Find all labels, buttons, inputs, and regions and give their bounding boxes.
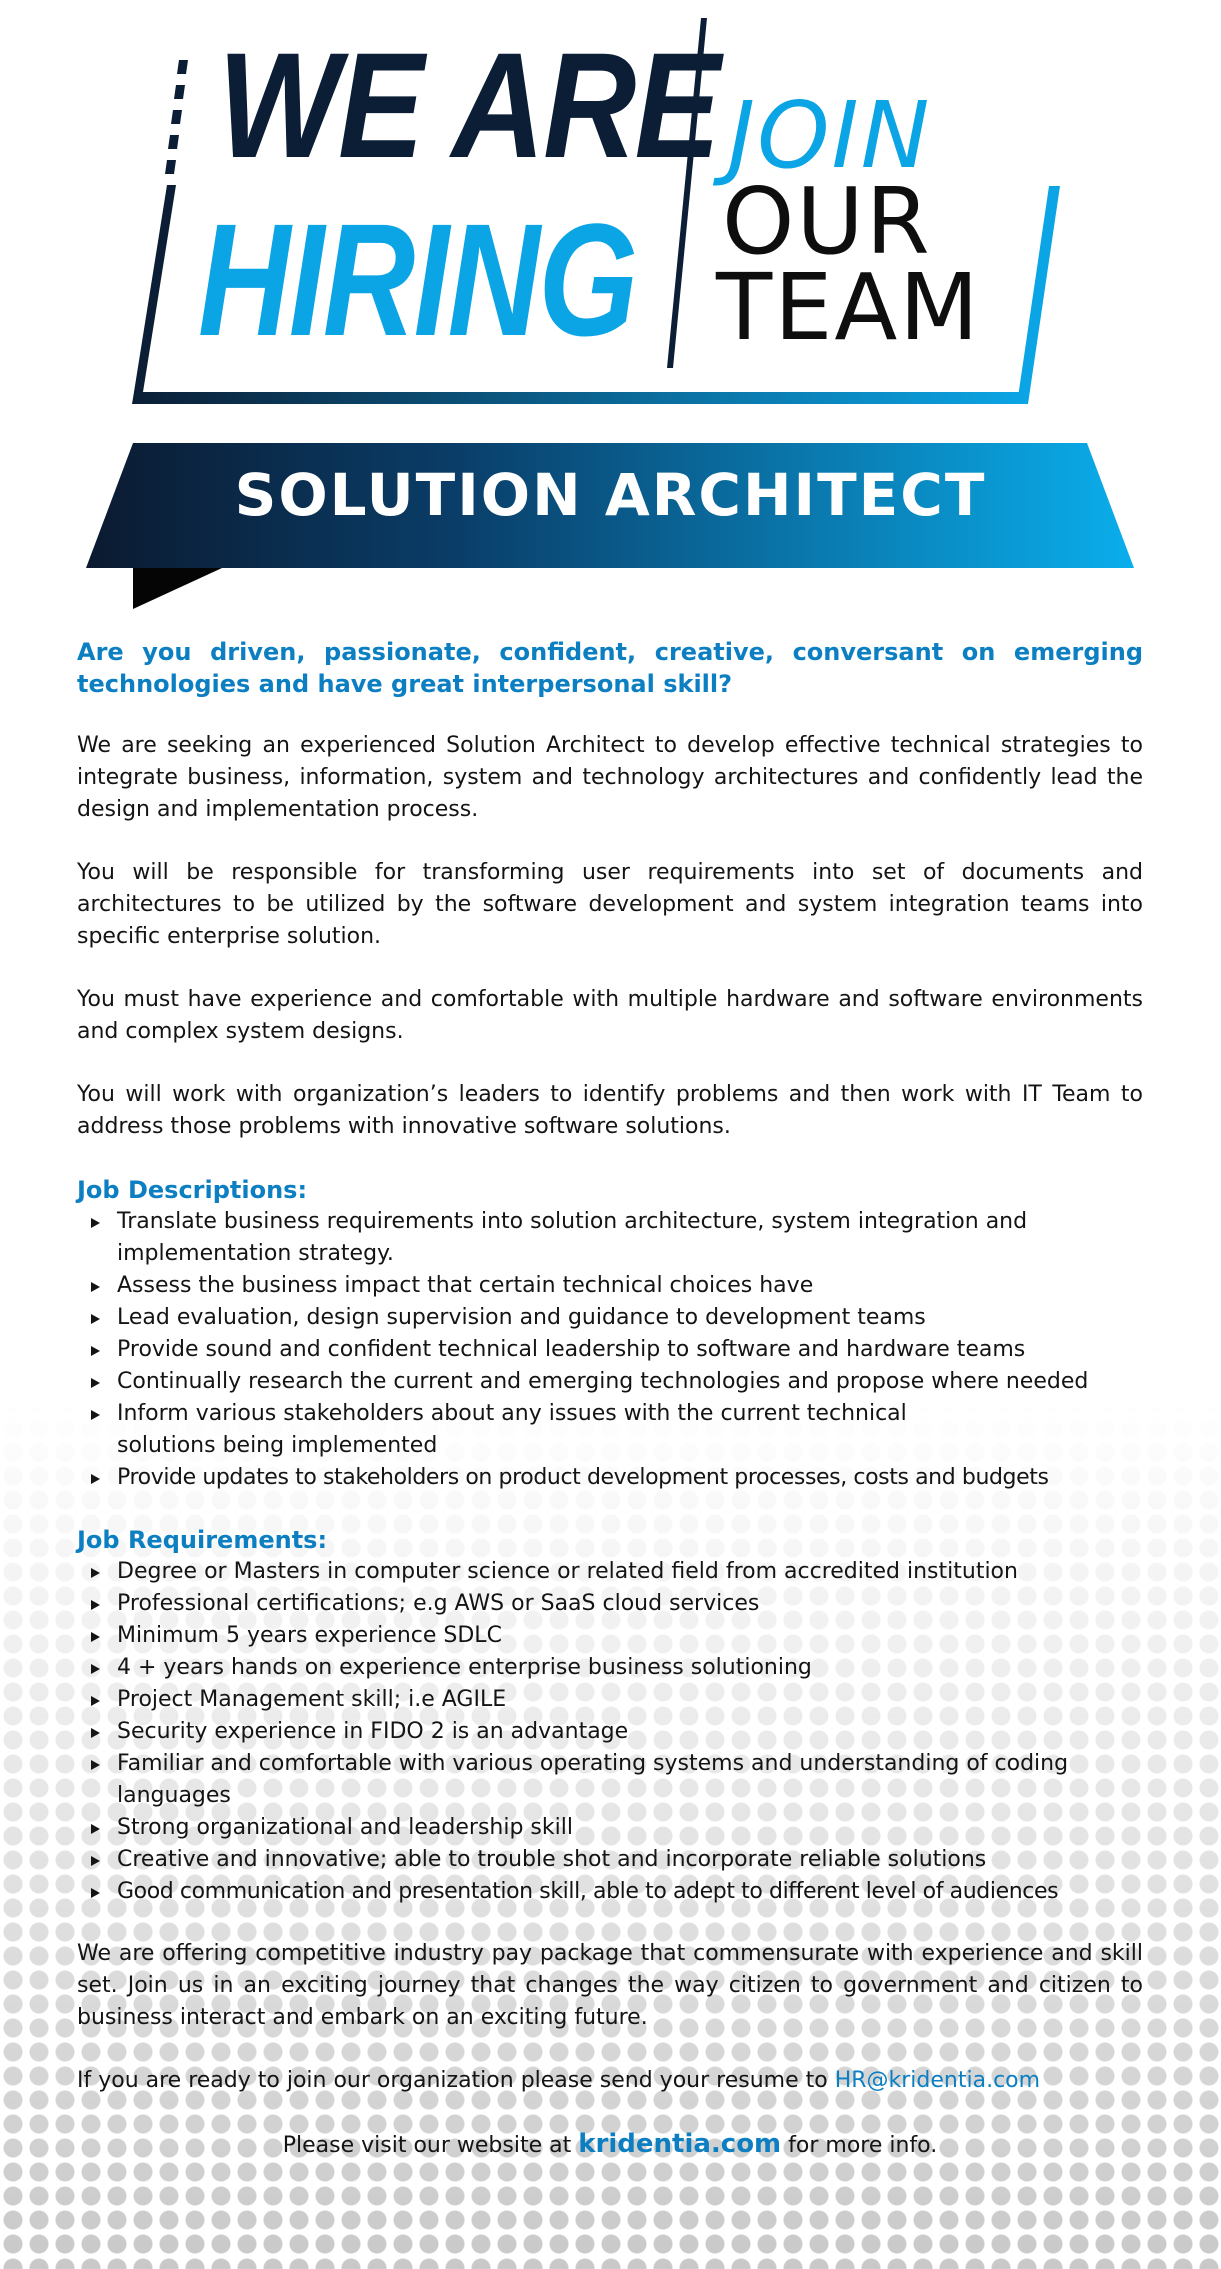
hr-email-link[interactable]: HR@kridentia.com xyxy=(834,2068,1041,2093)
list-item: Minimum 5 years experience SDLC xyxy=(77,1620,1143,1652)
website-link[interactable]: kridentia.com xyxy=(578,2129,782,2159)
website-line xyxy=(77,2128,1143,2162)
list-item: Professional certifications; e.g AWS or SaaS cloud services xyxy=(77,1588,1143,1620)
list-item: Project Management skill; i.e AGILE xyxy=(77,1684,1143,1716)
posting-body xyxy=(77,636,1143,2162)
list-item: Provide updates to stakeholders on product development processes, costs and budgets xyxy=(77,1462,1143,1494)
hiring-heading: HIRING xyxy=(198,190,637,369)
job-title-banner: SOLUTION ARCHITECT xyxy=(234,461,987,529)
intro-paragraph-3: You must have experience and comfortable with multiple hardware and software environments and complex system designs. xyxy=(77,987,1143,1044)
list-item: Security experience in FIDO 2 is an advantage xyxy=(77,1716,1143,1748)
team-word: TEAM xyxy=(716,254,981,361)
list-item: Provide sound and confident technical leadership to software and hardware teams xyxy=(77,1334,1143,1366)
list-item: Assess the business impact that certain technical choices have xyxy=(77,1270,1143,1302)
list-item: Translate business requirements into solution architecture, system integration and implementation strategy. xyxy=(77,1206,1143,1270)
we-are-heading: WE ARE xyxy=(218,21,719,189)
list-item: 4 + years hands on experience enterprise business solutioning xyxy=(77,1652,1143,1684)
list-item: Inform various stakeholders about any issues with the current technical solutions being implemented xyxy=(77,1398,1143,1462)
job-requirements-list xyxy=(77,1556,1143,1908)
apply-text: If you are ready to join our organization please send your resume to xyxy=(77,2068,835,2093)
join-word: JOIN xyxy=(728,82,932,189)
list-item: Creative and innovative; able to trouble shot and incorporate reliable solutions xyxy=(77,1844,1143,1876)
list-item: Degree or Masters in computer science or related field from accredited institution xyxy=(77,1556,1143,1588)
our-word: OUR xyxy=(722,168,932,275)
job-descriptions-list xyxy=(77,1206,1143,1494)
job-descriptions-title: Job Descriptions: xyxy=(77,1176,308,1204)
list-item: Continually research the current and emerging technologies and propose where needed xyxy=(77,1366,1143,1398)
list-item: Good communication and presentation skill, able to adept to different level of audiences xyxy=(77,1876,1143,1908)
website-text-before: Please visit our website at xyxy=(282,2133,579,2158)
intro-paragraph-2: You will be responsible for transforming user requirements into set of documents and architectures to be utilized by the software development and system integration teams into specific enterprise solution. xyxy=(77,860,1143,949)
job-requirements-title: Job Requirements: xyxy=(77,1526,328,1554)
list-item: Familiar and comfortable with various operating systems and understanding of coding languages xyxy=(77,1748,1143,1812)
apply-line xyxy=(77,2065,1143,2097)
lead-question: Are you driven, passionate, confident, creative, conversant on emerging technologies and have great interpersonal skill? xyxy=(77,638,1143,698)
offer-paragraph: We are offering competitive industry pay package that commensurate with experience and skill set. Join us in an exciting journey that changes the way citizen to government and citizen to business interact and embark on an exciting future. xyxy=(77,1941,1143,2030)
intro-paragraph-4: You will work with organization’s leaders to identify problems and then work with IT Team to address those problems with innovative software solutions. xyxy=(77,1082,1143,1139)
list-item: Strong organizational and leadership skill xyxy=(77,1812,1143,1844)
list-item: Lead evaluation, design supervision and guidance to development teams xyxy=(77,1302,1143,1334)
intro-paragraph-1: We are seeking an experienced Solution Architect to develop effective technical strategies to integrate business, information, system and technology architectures and confidently lead the design and implementation process. xyxy=(77,733,1143,822)
website-text-after: for more info. xyxy=(781,2133,938,2158)
